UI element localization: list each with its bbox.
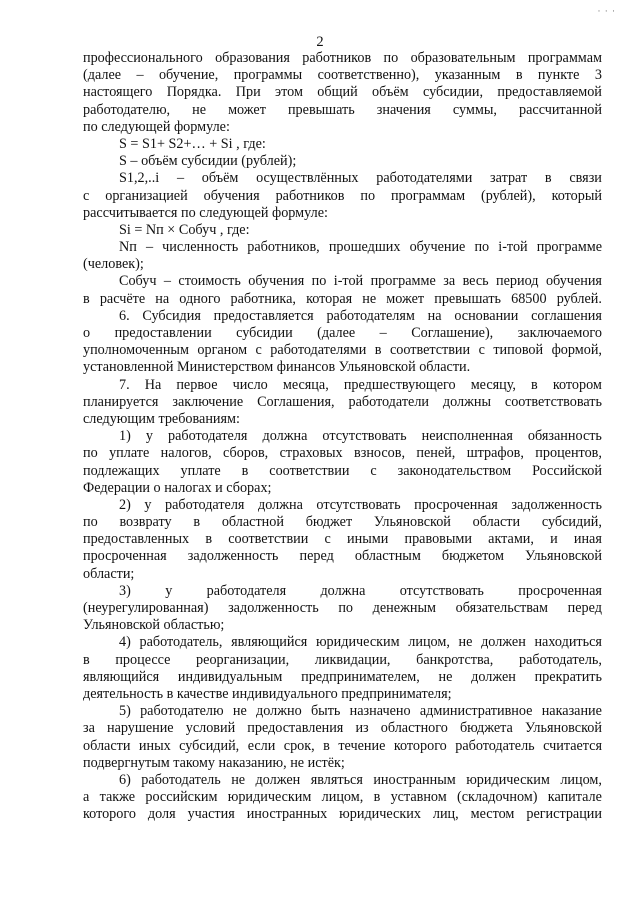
text-line: работодателю, не может превышать значения суммы, рассчитанной xyxy=(83,101,602,118)
text-line: S = S1+ S2+… + Si , где: xyxy=(119,135,266,152)
text-line: настоящего Порядка. При этом общий объём субсидии, предоставляемой xyxy=(83,84,602,101)
text-line: подвергнутым такому наказанию, не истёк; xyxy=(83,754,345,771)
text-line: предоставленных в соответствии с иными правовыми актами, и иная xyxy=(83,531,602,548)
text-line: Ульяновской областью; xyxy=(83,617,225,634)
text-line: следующим требованиям: xyxy=(83,410,240,427)
text-line: (неурегулированная) задолженность по денежным обязательствам перед xyxy=(83,600,602,616)
text-line: области иных субсидий, если срок, в течение которого работодатель считается xyxy=(83,737,602,754)
text-line: в процессе реорганизации, ликвидации, банкротства, работодатель, xyxy=(83,651,602,668)
text-line: 1) у работодателя должна отсутствовать неисполненная обязанность xyxy=(119,428,602,445)
text-line: Si = Nп × Cобуч , где: xyxy=(119,221,250,238)
text-line: уполномоченным органом с работодателями в соответствии с типовой формой, xyxy=(83,342,602,359)
text-line: за нарушение условий предоставления из областного бюджета Ульяновской xyxy=(83,720,602,737)
text-line: 4) работодатель, являющийся юридическим лицом, не должен находиться xyxy=(119,634,602,651)
text-line: 2) у работодателя должна отсутствовать просроченная задолженность xyxy=(119,496,602,513)
text-line: 6) работодатель не должен являться иностранным юридическим лицом, xyxy=(119,771,602,788)
text-line: 3) у работодателя должна отсутствовать просроченная xyxy=(119,582,602,599)
text-line: (человек); xyxy=(83,256,144,273)
text-line: подлежащих уплате в соответствии с законодательством Российской xyxy=(83,462,602,479)
text-line: которого доля участия иностранных юридических лиц, местом регистрации xyxy=(83,806,602,823)
text-line: установленной Министерством финансов Ульяновской области. xyxy=(83,359,471,376)
text-line: деятельность в качестве индивидуального предпринимателя; xyxy=(83,685,452,702)
text-line: по уплате налогов, сборов, страховых взносов, пеней, штрафов, процентов, xyxy=(83,445,602,462)
text-line: о предоставлении субсидии (далее – Соглашение), заключаемого xyxy=(83,325,602,341)
text-line: планируется заключение Соглашения, работодатели должны соответствовать xyxy=(83,393,602,410)
text-line: S – объём субсидии (рублей); xyxy=(119,153,297,170)
text-line: Nп – численность работников, прошедших обучение по i-той программе xyxy=(119,239,602,256)
text-line: по возврату в областной бюджет Ульяновской области субсидий, xyxy=(83,514,602,531)
text-line: Федерации о налогах и сборах; xyxy=(83,479,272,496)
text-line: профессионального образования работников по образовательным программам xyxy=(83,50,602,66)
text-line: по следующей формуле: xyxy=(83,118,230,135)
text-line: области; xyxy=(83,565,135,582)
text-line: 5) работодателю не должно быть назначено административное наказание xyxy=(119,703,602,720)
text-line: (далее – обучение, программы соответственно), указанным в пункте 3 xyxy=(83,67,602,84)
document-body xyxy=(83,50,602,823)
text-line: являющийся индивидуальным предпринимателем, не должен прекратить xyxy=(83,668,602,685)
text-line: S1,2,..i – объём осуществлённых работодателями затрат в связи xyxy=(119,170,602,187)
text-line: просроченная задолженность перед областным бюджетом Ульяновской xyxy=(83,548,602,565)
text-line: а также российским юридическим лицом, в уставном (складочном) капитале xyxy=(83,789,602,806)
text-line: 6. Субсидия предоставляется работодателям на основании соглашения xyxy=(119,307,602,324)
corner-mark: · · · xyxy=(597,6,616,16)
page-number: 2 xyxy=(316,34,324,50)
text-line: с организацией обучения работников по программам (рублей), который xyxy=(83,187,602,204)
text-line: в расчёте на одного работника, которая не может превышать 68500 рублей. xyxy=(83,290,602,307)
text-line: 7. На первое число месяца, предшествующего месяцу, в котором xyxy=(119,376,602,393)
text-line: Cобуч – стоимость обучения по i-той программе за весь период обучения xyxy=(119,273,602,290)
text-line: рассчитывается по следующей формуле: xyxy=(83,204,328,221)
